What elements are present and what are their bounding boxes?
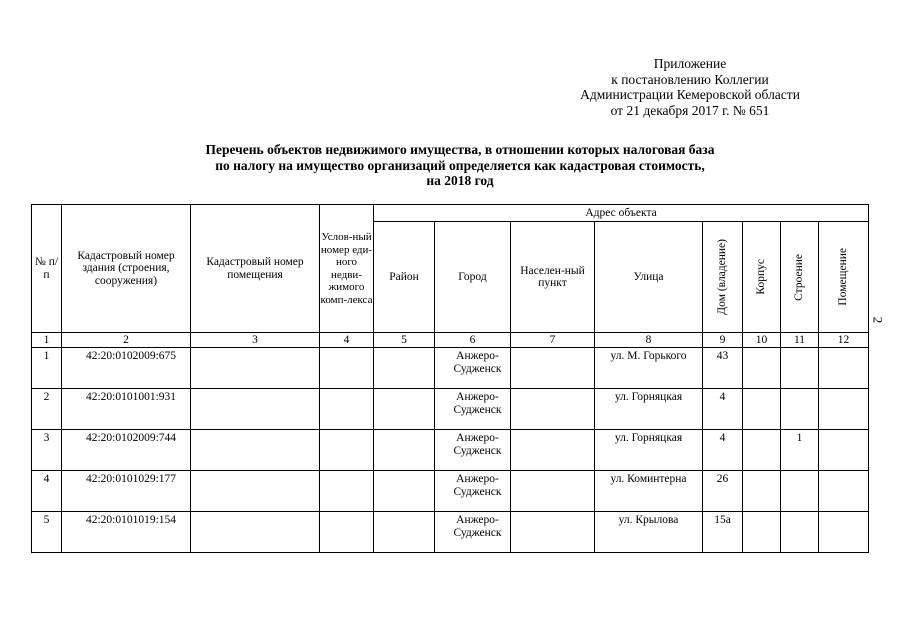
cell-num: 4 (32, 471, 62, 512)
column-number: 7 (511, 333, 595, 348)
cell-pomeshchenie (819, 430, 869, 471)
objects-table (31, 204, 869, 553)
cell-house: 43 (703, 348, 743, 389)
cell-city: Анжеро-Судженск (435, 512, 511, 553)
cell-premises-cadastral (191, 430, 320, 471)
appendix-line: Приложение (653, 56, 727, 71)
table-row (32, 430, 869, 471)
header-street: Улица (595, 222, 703, 333)
cell-city: Анжеро-Судженск (435, 348, 511, 389)
cell-settlement (511, 430, 595, 471)
cell-korpus (743, 471, 781, 512)
page-number: 2 (870, 316, 886, 324)
cell-district (374, 348, 435, 389)
cell-settlement (511, 389, 595, 430)
header-pomeshchenie-cell (819, 222, 869, 333)
cell-city: Анжеро-Судженск (435, 430, 511, 471)
table-row (32, 471, 869, 512)
cell-complex (320, 512, 374, 553)
column-number: 4 (320, 333, 374, 348)
column-number: 8 (595, 333, 703, 348)
cell-korpus (743, 348, 781, 389)
cell-district (374, 512, 435, 553)
cell-pomeshchenie (819, 512, 869, 553)
cell-complex (320, 430, 374, 471)
cell-district (374, 389, 435, 430)
header-stroenie-cell (781, 222, 819, 333)
column-number: 3 (191, 333, 320, 348)
header-building-cadastral: Кадастровый номер здания (строения, сооружения) (62, 205, 191, 333)
cell-settlement (511, 348, 595, 389)
cell-pomeshchenie (819, 471, 869, 512)
cell-house: 15а (703, 512, 743, 553)
cell-house: 26 (703, 471, 743, 512)
cell-street: ул. М. Горького (595, 348, 703, 389)
cell-street: ул. Коминтерна (595, 471, 703, 512)
cell-pomeshchenie (819, 389, 869, 430)
cell-num: 2 (32, 389, 62, 430)
table-row (32, 389, 869, 430)
cell-stroenie (781, 512, 819, 553)
header-district: Район (374, 222, 435, 333)
cell-korpus (743, 512, 781, 553)
header-stroenie: Строение (793, 253, 806, 301)
header-korpus-cell (743, 222, 781, 333)
header-pomeshchenie: Помещение (837, 248, 850, 306)
document-title (100, 142, 820, 189)
cell-city: Анжеро-Судженск (435, 389, 511, 430)
cell-complex (320, 348, 374, 389)
title-line: Перечень объектов недвижимого имущества, в отношении которых налоговая база (205, 142, 715, 157)
cell-stroenie (781, 471, 819, 512)
cell-street: ул. Горняцкая (595, 430, 703, 471)
cell-num: 5 (32, 512, 62, 553)
cell-settlement (511, 512, 595, 553)
cell-district (374, 471, 435, 512)
cell-complex (320, 471, 374, 512)
cell-stroenie (781, 348, 819, 389)
cell-num: 1 (32, 348, 62, 389)
cell-building-cadastral: 42:20:0102009:744 (62, 430, 191, 471)
table-row (32, 512, 869, 553)
appendix-line: Администрации Кемеровской области (580, 87, 800, 102)
column-number: 12 (819, 333, 869, 348)
cell-pomeshchenie (819, 348, 869, 389)
cell-stroenie (781, 389, 819, 430)
cell-district (374, 430, 435, 471)
column-number: 10 (743, 333, 781, 348)
header-house: Дом (владение) (716, 239, 729, 315)
header-premises-cadastral: Кадастровый номер помещения (191, 205, 320, 333)
appendix-line: от 21 декабря 2017 г. № 651 (610, 102, 770, 118)
header-korpus: Корпус (755, 259, 768, 295)
cell-building-cadastral: 42:20:0101029:177 (62, 471, 191, 512)
appendix-block (560, 56, 820, 118)
cell-premises-cadastral (191, 348, 320, 389)
cell-premises-cadastral (191, 512, 320, 553)
table-row (32, 348, 869, 389)
cell-house: 4 (703, 389, 743, 430)
title-line: на 2018 год (426, 173, 494, 188)
column-number-row (32, 333, 869, 348)
column-number: 9 (703, 333, 743, 348)
column-number: 2 (62, 333, 191, 348)
header-city: Город (435, 222, 511, 333)
cell-num: 3 (32, 430, 62, 471)
header-house-cell (703, 222, 743, 333)
cell-stroenie: 1 (781, 430, 819, 471)
cell-building-cadastral: 42:20:0101019:154 (62, 512, 191, 553)
header-settlement: Населен-ный пункт (511, 222, 595, 333)
column-number: 6 (435, 333, 511, 348)
column-number: 11 (781, 333, 819, 348)
column-number: 1 (32, 333, 62, 348)
title-line: по налогу на имущество организаций определяется как кадастровая стоимость, (215, 157, 705, 173)
header-address-group: Адрес объекта (374, 205, 869, 222)
cell-premises-cadastral (191, 389, 320, 430)
cell-house: 4 (703, 430, 743, 471)
header-complex: Услов-ный номер еди-ного недви-жимого комп-лекса (320, 205, 374, 333)
column-number: 5 (374, 333, 435, 348)
cell-city: Анжеро-Судженск (435, 471, 511, 512)
header-num: № п/п (32, 205, 62, 333)
cell-complex (320, 389, 374, 430)
appendix-line: к постановлению Коллегии (611, 71, 769, 87)
cell-premises-cadastral (191, 471, 320, 512)
cell-building-cadastral: 42:20:0101001:931 (62, 389, 191, 430)
cell-korpus (743, 430, 781, 471)
cell-building-cadastral: 42:20:0102009:675 (62, 348, 191, 389)
cell-korpus (743, 389, 781, 430)
cell-settlement (511, 471, 595, 512)
cell-street: ул. Крылова (595, 512, 703, 553)
cell-street: ул. Горняцкая (595, 389, 703, 430)
